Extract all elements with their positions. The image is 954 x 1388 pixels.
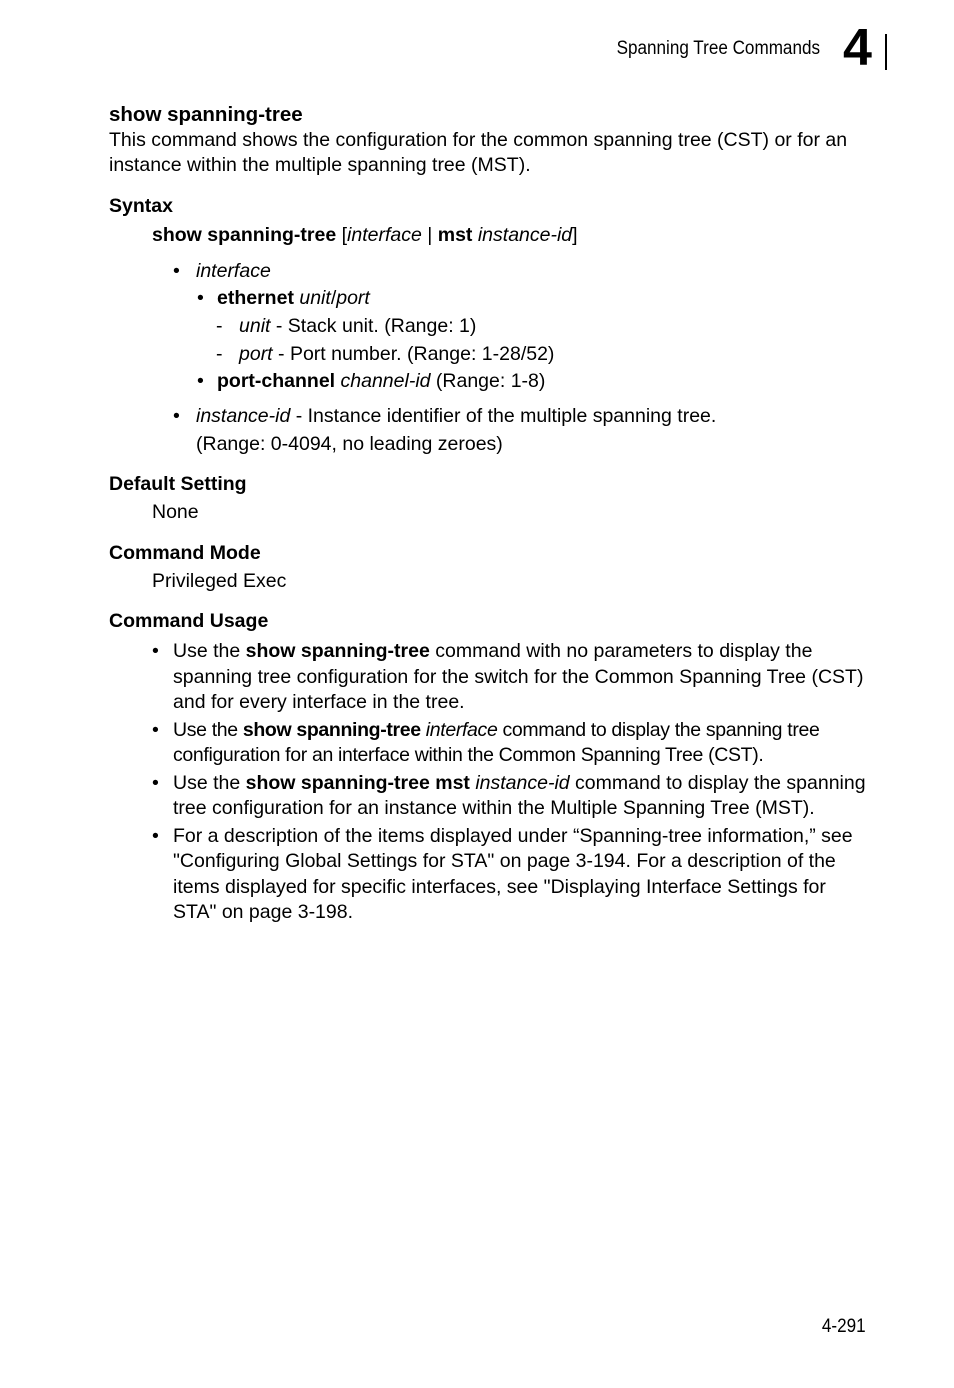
bullet: • (152, 824, 159, 847)
syntax-line (152, 223, 869, 248)
usage-2-arg: interface (425, 718, 498, 741)
usage-item-4 (109, 824, 869, 926)
usage-2-command: show spanning-tree (242, 718, 421, 741)
dash: - (216, 343, 223, 365)
command-mode-value: Privileged Exec (152, 570, 287, 592)
bullet: • (152, 718, 159, 741)
param-instance-label: instance-id (196, 405, 291, 427)
usage-1-pre: Use the (173, 640, 246, 662)
page-content (109, 102, 869, 928)
usage-item-3 (109, 771, 869, 822)
param-port (109, 340, 869, 368)
usage-3-pre: Use the (173, 771, 246, 794)
param-ethernet-keyword: ethernet (217, 287, 294, 309)
command-usage-list (109, 639, 869, 926)
syntax-close-bracket: ] (572, 224, 578, 246)
param-ethernet-port: port (336, 287, 370, 309)
usage-1-command: show spanning-tree (245, 640, 430, 662)
bullet: • (197, 287, 204, 309)
param-port-channel-arg: channel-id (340, 370, 431, 392)
usage-3-arg: instance-id (475, 771, 570, 794)
chapter-number: 4 (843, 19, 872, 77)
syntax-open-bracket: [ (336, 224, 348, 246)
default-setting-heading: Default Setting (109, 473, 247, 495)
param-ethernet-unit: unit (299, 287, 331, 309)
param-port-description: - Port number. (Range: 1-28/52) (272, 343, 555, 365)
bullet: • (173, 405, 180, 427)
dash: - (216, 315, 223, 337)
bullet: • (152, 640, 159, 662)
usage-2-pre: Use the (173, 718, 243, 741)
syntax-separator: | (421, 224, 438, 246)
param-instance-description: - Instance identifier of the multiple spanning tree. (290, 405, 717, 427)
param-interface-label: interface (196, 260, 271, 282)
command-mode-heading: Command Mode (109, 542, 261, 564)
command-description: This command shows the configuration for the common spanning tree (CST) or for an instance within the multiple spanning tree (MST). (109, 129, 848, 176)
syntax-arg-instance: instance-id (477, 224, 573, 246)
param-unit-label: unit (239, 315, 271, 337)
page-number: 4-291 (822, 1316, 866, 1337)
param-instance-range: (Range: 0-4094, no leading zeroes) (196, 433, 503, 455)
usage-1-post: command with no parameters to display the spanning tree configuration for the switch for the Common Spanning Tree (CST) and for every interface in the tree. (173, 640, 864, 713)
usage-item-1 (109, 639, 869, 716)
param-unit-description: - Stack unit. (Range: 1) (270, 315, 477, 337)
syntax-command: show spanning-tree (152, 224, 337, 246)
usage-3-command: show spanning-tree mst (245, 771, 470, 794)
bullet: • (173, 260, 180, 282)
param-instance-id (109, 402, 869, 430)
running-header-title: Spanning Tree Commands (616, 38, 820, 59)
param-ethernet (109, 285, 869, 312)
param-port-label: port (239, 343, 273, 365)
command-usage-heading: Command Usage (109, 610, 269, 632)
chapter-tab-rule (885, 34, 887, 70)
usage-item-2 (109, 718, 869, 769)
syntax-heading: Syntax (109, 195, 173, 217)
param-port-channel-range: (Range: 1-8) (430, 370, 546, 392)
param-port-channel-keyword: port-channel (217, 370, 336, 392)
bullet: • (197, 370, 204, 392)
usage-4-text: For a description of the items displayed under “Spanning-tree information,” see "Configuring Global Settings for STA" on page 3-194. For a description of the items displayed for specific interfaces, see "Displaying Interface Settings for STA" on page 3-198. (173, 824, 853, 923)
usage-3-post: command to display the spanning tree configuration for an instance within the Multiple Spanning Tree (MST). (173, 771, 866, 819)
syntax-param-list (109, 257, 869, 458)
default-setting-value: None (152, 501, 199, 523)
chapter-tab (843, 19, 887, 77)
command-title: show spanning-tree (109, 103, 303, 126)
param-ethernet-slash: / (330, 287, 337, 309)
param-interface (109, 257, 869, 285)
syntax-arg-interface: interface (347, 224, 422, 246)
bullet: • (152, 771, 159, 794)
usage-2-post: command to display the spanning tree configuration for an interface within the Common Spanning Tree (CST). (173, 718, 820, 766)
param-port-channel (109, 368, 869, 395)
syntax-kw-mst: mst (437, 224, 473, 246)
param-unit (109, 312, 869, 340)
